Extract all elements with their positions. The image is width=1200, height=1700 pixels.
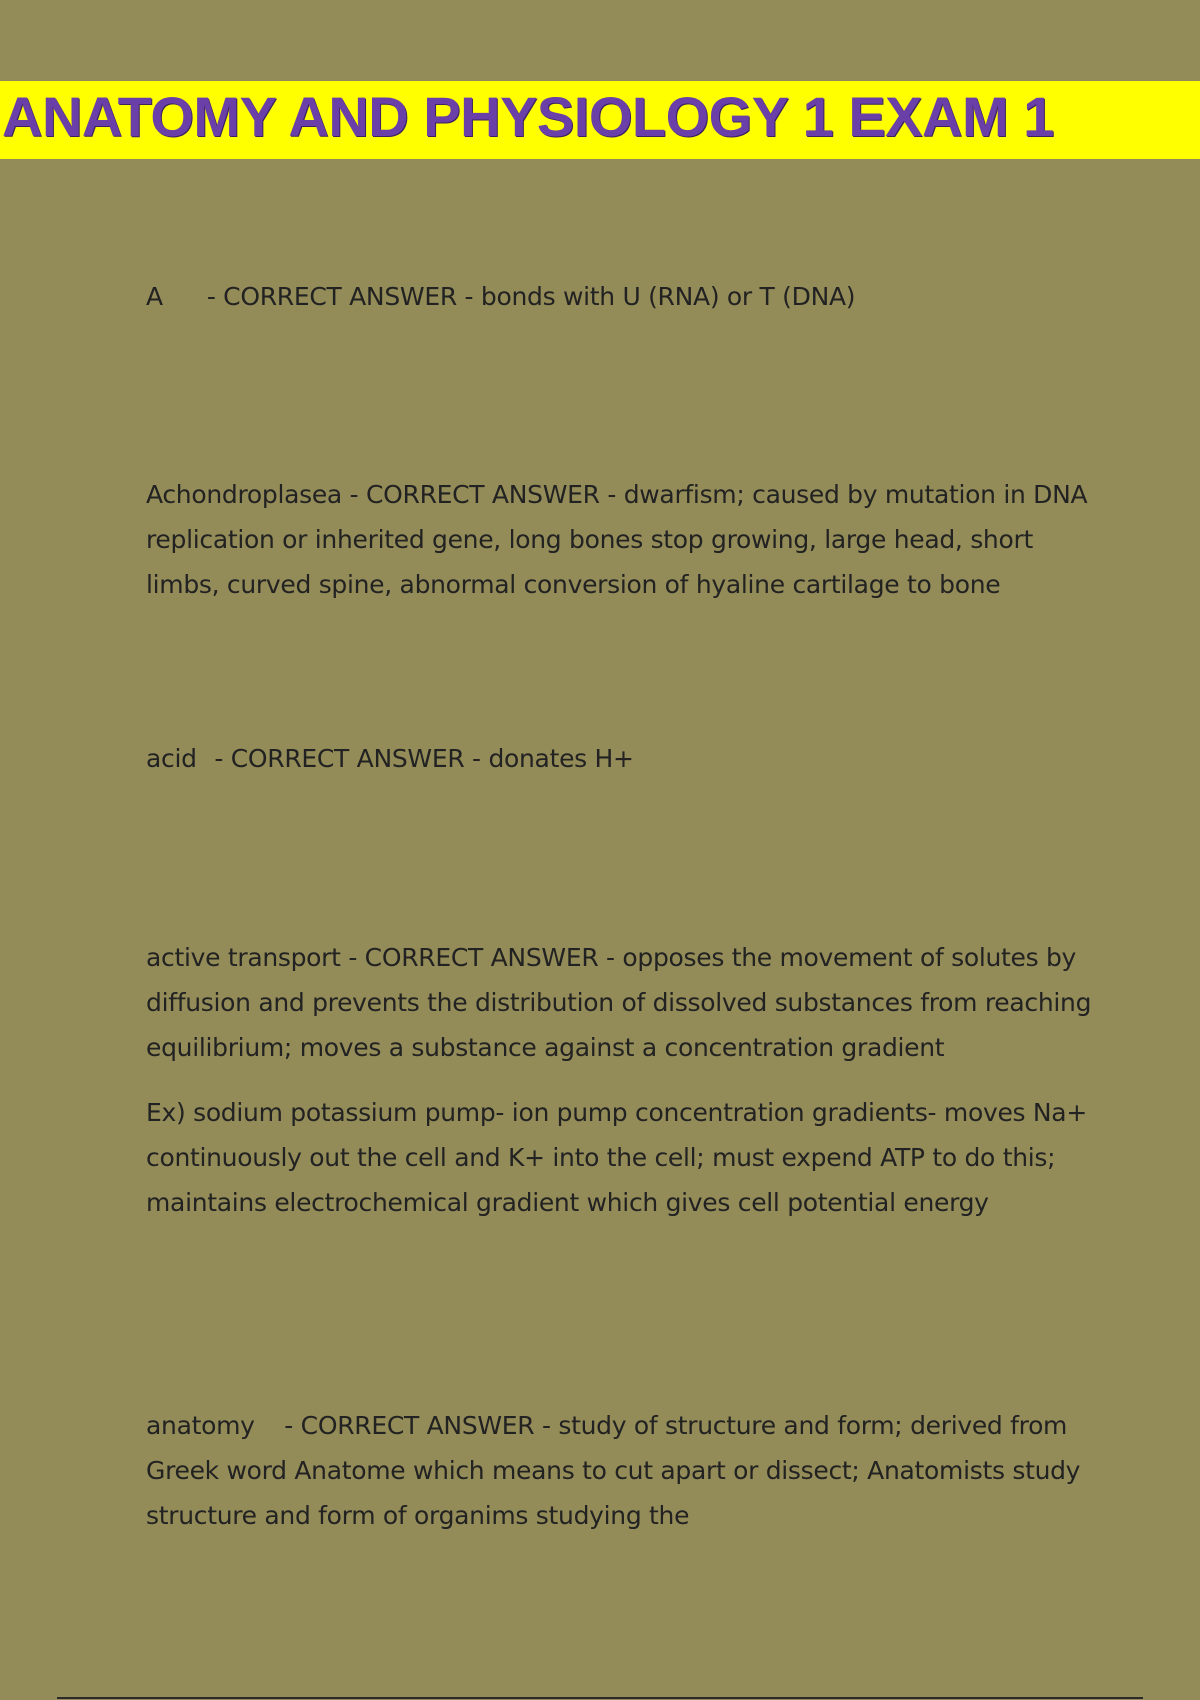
entry-definition: donates H+ <box>488 744 634 773</box>
entry-term: active transport <box>146 943 341 972</box>
entry-separator: - CORRECT ANSWER - <box>284 1411 551 1440</box>
entry-paragraph <box>146 274 1106 319</box>
entry-definition: opposes the movement of solutes by diffusion and prevents the distribution of dissolved substances from reaching equilibrium; moves a substance against a concentration gradient <box>146 943 1092 1062</box>
entry-anatomy <box>146 1403 1106 1538</box>
entry-paragraph <box>146 472 1106 607</box>
entry-paragraph <box>146 935 1106 1070</box>
entry-paragraph <box>146 1403 1106 1538</box>
entry-a <box>146 274 1106 319</box>
entry-active-transport <box>146 935 1106 1225</box>
entry-separator: - CORRECT ANSWER - <box>348 943 615 972</box>
footer-divider <box>57 1697 1143 1699</box>
entry-term: A <box>146 282 163 311</box>
page-title: ANATOMY AND PHYSIOLOGY 1 EXAM 1 <box>2 85 1054 148</box>
entry-paragraph <box>146 736 1106 781</box>
entry-definition: study of structure and form; derived from Greek word Anatome which means to cut apart or dissect; Anatomists study structure and form of organims studying the <box>146 1411 1081 1530</box>
entry-achondroplasea <box>146 472 1106 607</box>
entry-definition: dwarfism; caused by mutation in DNA replication or inherited gene, long bones stop growing, large head, short limbs, curved spine, abnormal conversion of hyaline cartilage to bone <box>146 480 1088 599</box>
entry-term: Achondroplasea <box>146 480 342 509</box>
entry-term: acid <box>146 744 197 773</box>
entry-separator: - CORRECT ANSWER - <box>206 282 474 311</box>
entry-separator: - CORRECT ANSWER - <box>214 744 481 773</box>
entry-definition: bonds with U (RNA) or T (DNA) <box>480 282 856 311</box>
entry-separator: - CORRECT ANSWER - <box>349 480 617 509</box>
entry-acid <box>146 736 1106 781</box>
entry-term: anatomy <box>146 1411 255 1440</box>
entry-example: Ex) sodium potassium pump- ion pump concentration gradients- moves Na+ continuously out the cell and K+ into the cell; must expend ATP to do this; maintains electrochemical gradient which gives cell potential energy <box>146 1098 1087 1217</box>
